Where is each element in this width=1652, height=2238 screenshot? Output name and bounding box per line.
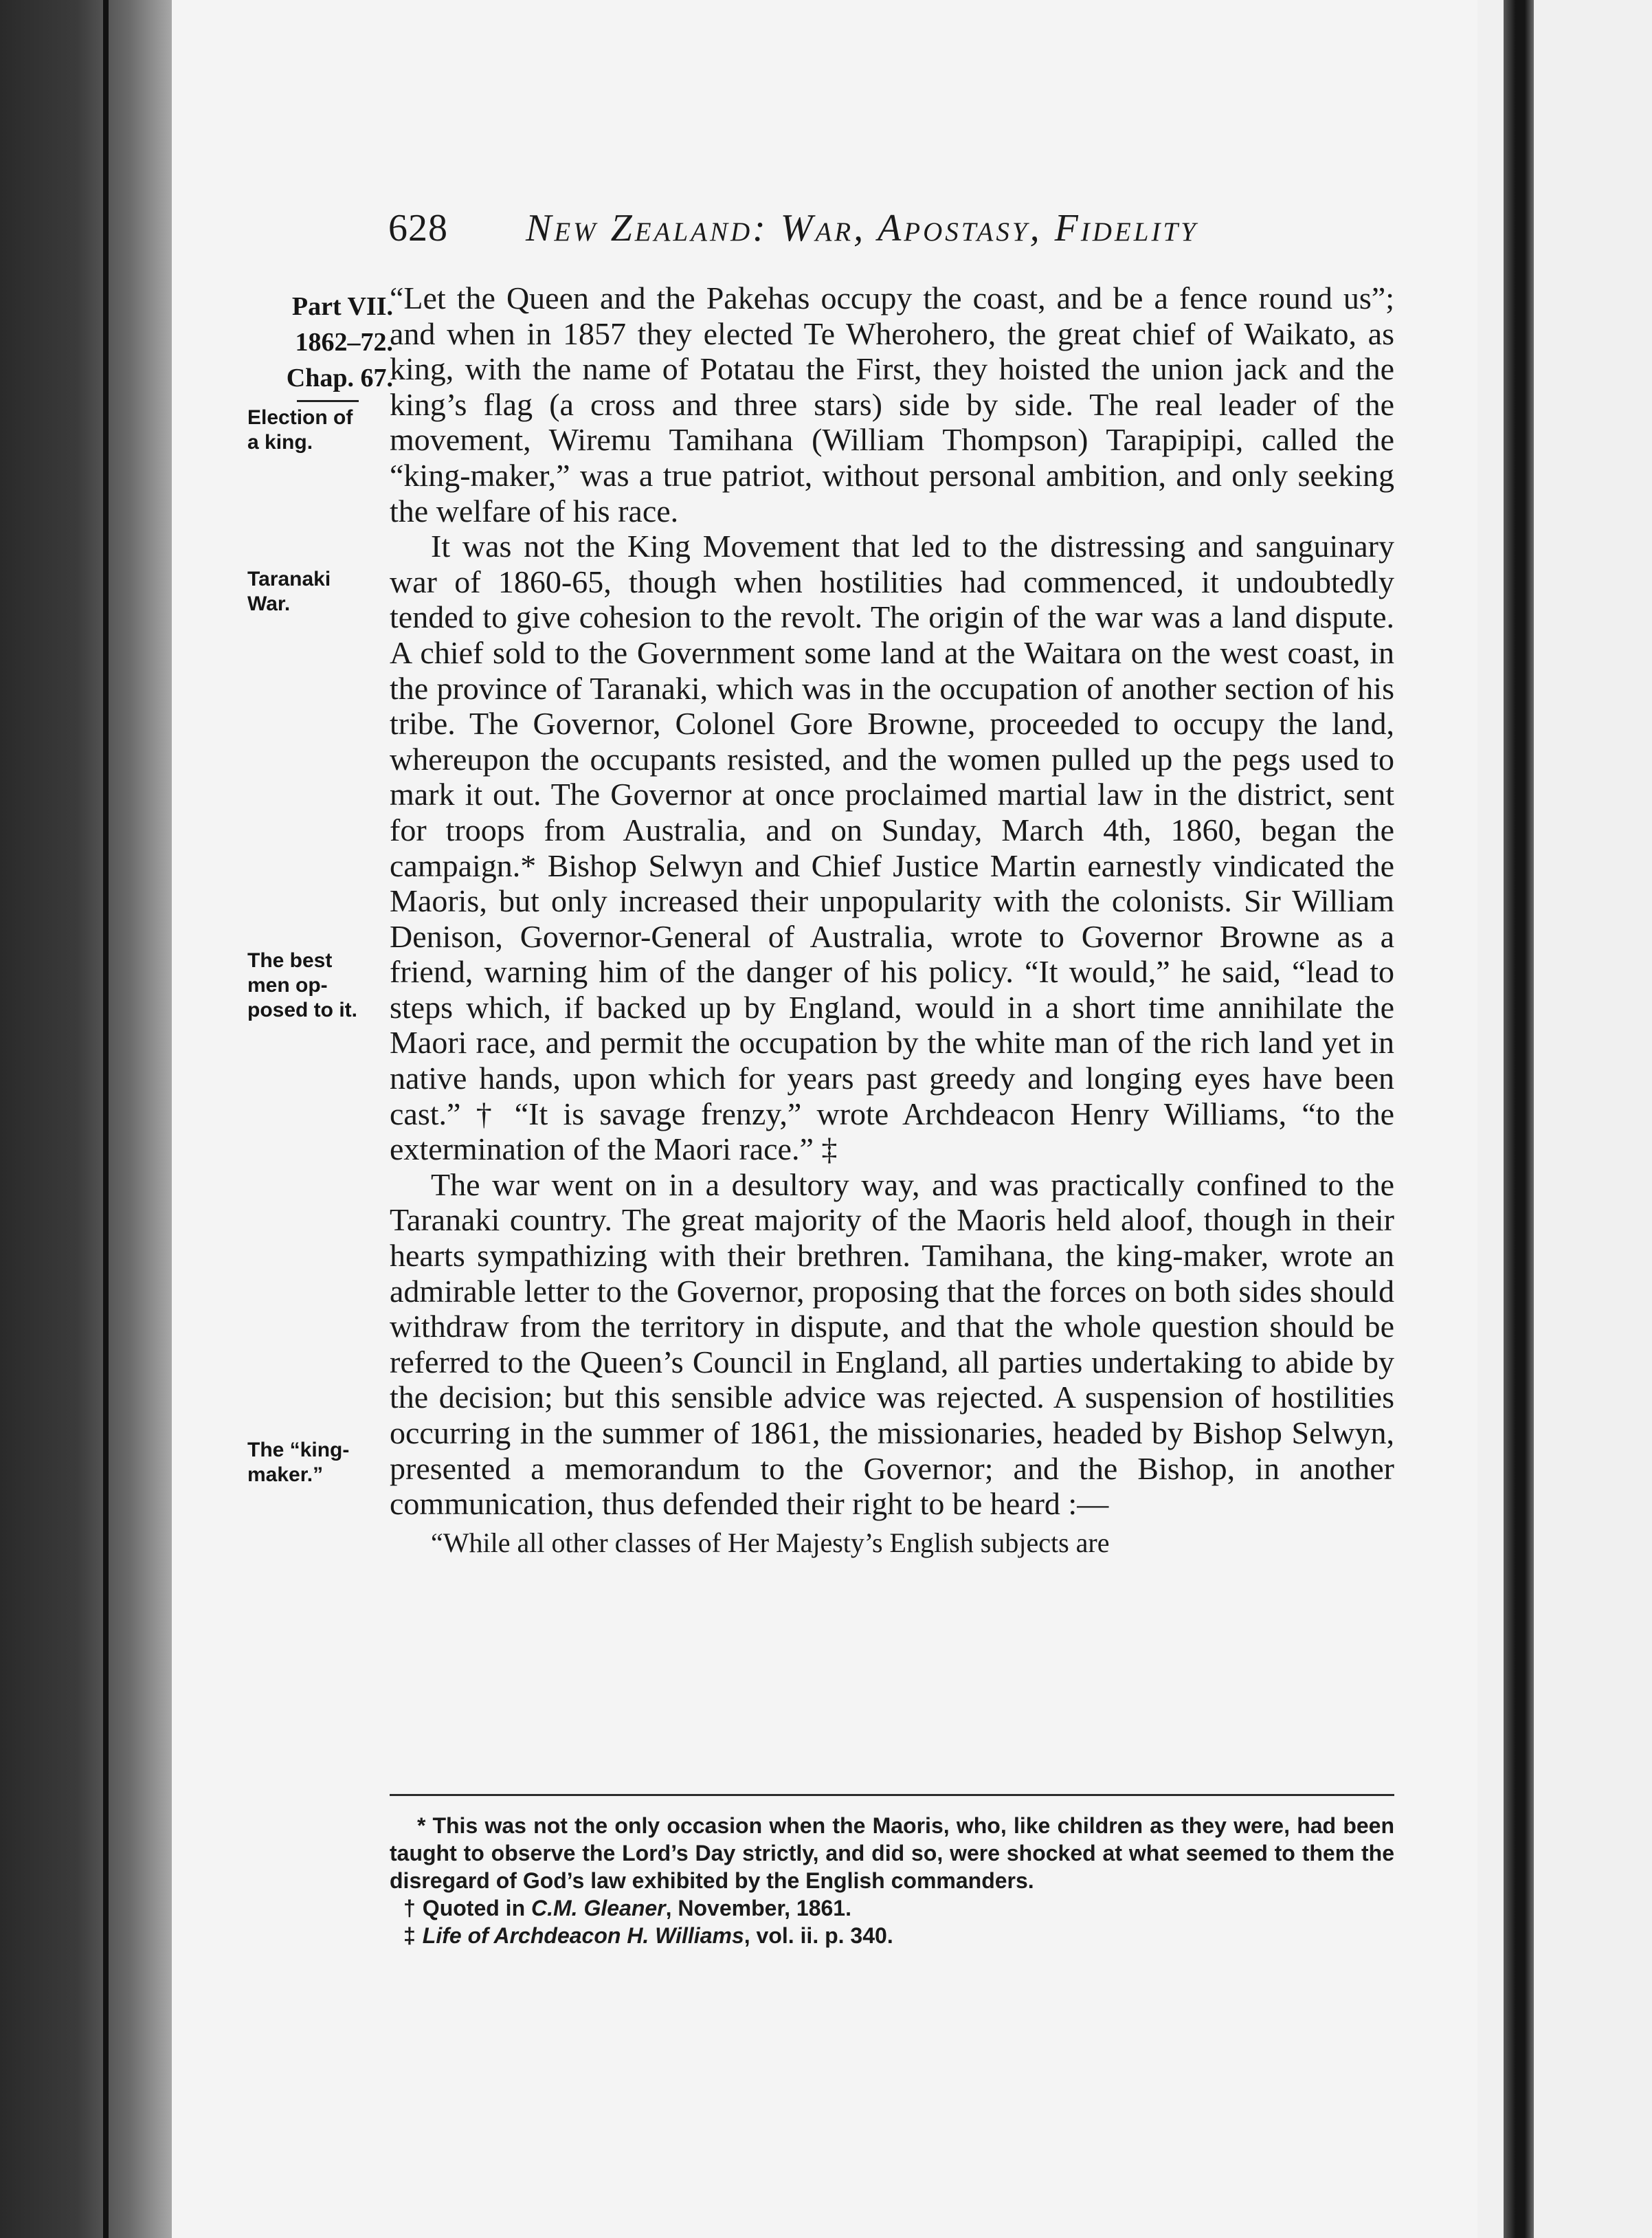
- body-text: [390, 280, 1394, 1562]
- footnote-dagger-source: C.M. Gleaner: [531, 1896, 666, 1920]
- years-label: 1862–72.: [295, 328, 393, 357]
- paragraph: It was not the King Movement that led to the distressing and sanguinary war of 1860-65, though when hostilities had commenced, it undoubtedly tended to give cohesion to the revolt. The origin of the war was a land dispute. A chief sold to the Government some land at the Waitara on the west coast, in the province of Taranaki, which was in the occupation of another section of his tribe. The Governor, Colonel Gore Browne, proceeded to occupy the land, whereupon the occupants resisted, and the women pulled up the pegs used to mark it out. The Governor at once proclaimed martial law in the district, sent for troops from Australia, and on Sunday, March 4th, 1860, began the campaign.* Bishop Selwyn and Chief Justice Martin earnestly vindicated the Maoris, but only increased their unpopularity with the colonists. Sir William Denison, Governor-General of Australia, wrote to Governor Browne as a friend, warning him of the danger of his policy. “It would,” he said, “lead to steps which, if backed up by England, would in a short time annihilate the Maori race, and permit the occupation by the white man of the rich land yet in native hands, upon which for years past greedy and longing eyes have been cast.” † “It is savage frenzy,” wrote Archdeacon Henry Williams, “to the extermination of the Maori race.” ‡: [390, 529, 1394, 1167]
- footnote-dagger: [390, 1894, 1394, 1922]
- margin-note-king-maker: The “king- maker.”: [247, 1439, 350, 1486]
- margin-note-taranaki: Taranaki War.: [247, 568, 331, 615]
- footnote-ddagger: [390, 1922, 1394, 1949]
- footnote-rule: [390, 1794, 1394, 1796]
- paragraph: “Let the Queen and the Pakehas occupy the coast, and be a fence round us”; and when in 1857 they elected Te Wherohero, the great chief of Waikato, as king, with the name of Potatau the First, they hoisted the union jack and the king’s flag (a cross and three stars) side by side. The real leader of the movement, Wiremu Tamihana (William Thompson) Tarapipipi, called the “king-maker,” was a true patriot, without personal ambition, and only seeking the welfare of his race.: [390, 280, 1394, 529]
- footnote-star: [390, 1812, 1394, 1894]
- margin-rule: [297, 400, 359, 402]
- footnote-ddagger-source: Life of Archdeacon H. Williams: [422, 1923, 744, 1948]
- margin-note-election: Election of a king.: [247, 406, 353, 454]
- footnote-ddagger-mark: ‡: [403, 1923, 416, 1948]
- footnote-dagger-suffix: , November, 1861.: [665, 1896, 851, 1920]
- margin-note-best-men: The best men op- posed to it.: [247, 949, 357, 1021]
- chapter-label: Chap. 67.: [286, 364, 393, 392]
- page-header: [388, 206, 1378, 261]
- footnote-ddagger-suffix: , vol. ii. p. 340.: [744, 1923, 893, 1948]
- part-chapter-block: [242, 289, 393, 405]
- footnote-star-mark: *: [417, 1813, 426, 1838]
- quote-opening: “While all other classes of Her Majesty’s English subjects are: [431, 1527, 1110, 1558]
- footnote-dagger-prefix: Quoted in: [422, 1896, 526, 1920]
- paragraph: The war went on in a desultory way, and was practically confined to the Taranaki country. The great majority of the Maoris held aloof, though in their hearts sympathizing with their brethren. Tamihana, the king-maker, wrote an admirable letter to the Governor, proposing that the forces on both sides should withdraw from the territory in dispute, and that the whole question should be referred to the Queen’s Council in England, all parties undertaking to abide by the decision; but this sensible advice was rejected. A suspension of hostilities occurring in the summer of 1861, the missionaries, headed by Bishop Selwyn, presented a memorandum to the Governor; and the Bishop, in another communication, thus defended their right to be heard :—: [390, 1166, 1394, 1522]
- footnotes: [390, 1812, 1394, 1949]
- page-number: 628: [388, 207, 448, 250]
- part-label: Part VII.: [291, 292, 393, 321]
- adjacent-page-edge: [1504, 0, 1534, 2238]
- footnote-star-text: This was not the only occasion when the Maoris, who, like children as they were, had been taught to observe the Lord’s Day strictly, and did so, were shocked at what seemed to them the disregard of God’s law exhibited by the English commanders.: [390, 1813, 1394, 1893]
- gutter-shadow: [103, 0, 109, 2238]
- running-title: New Zealand: War, Apostasy, Fidelity: [526, 207, 1198, 250]
- footnote-dagger-mark: †: [403, 1896, 416, 1920]
- book-gutter-edge: [0, 0, 172, 2238]
